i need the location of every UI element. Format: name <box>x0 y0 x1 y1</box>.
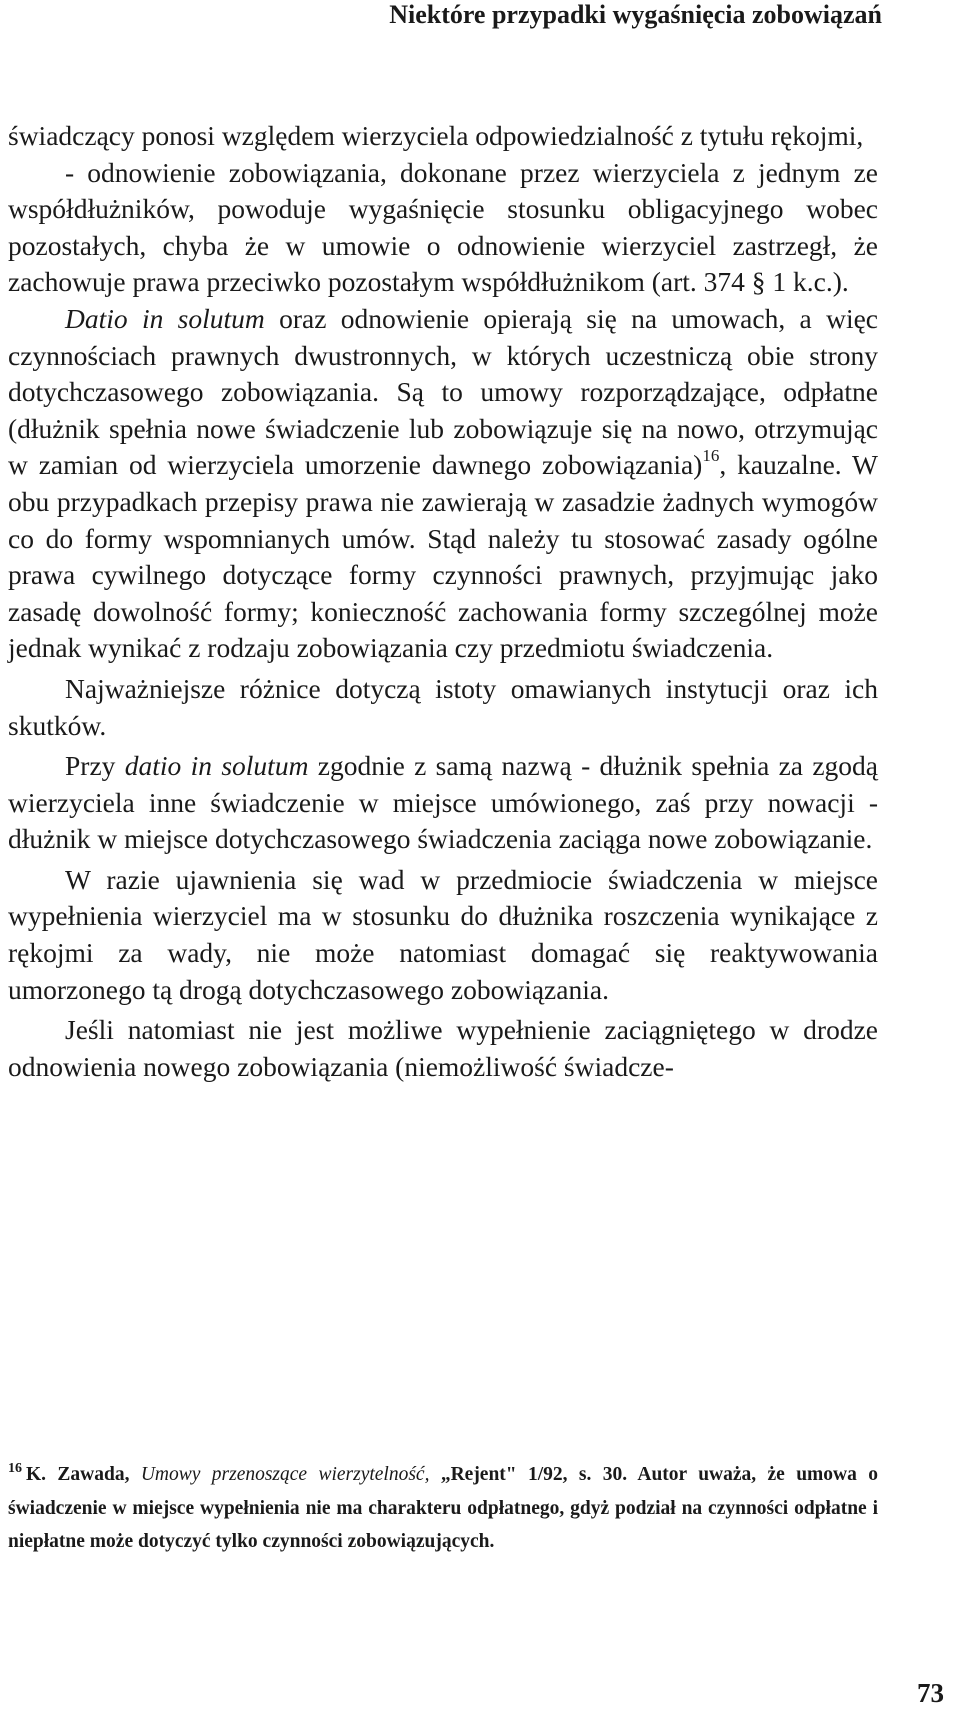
footnote-number: 16 <box>8 1461 22 1476</box>
paragraph: - odnowienie zobowiązania, dokonane przez wierzyciela z jednym ze współdłużników, powoduje wygaśnięcie stosunku obligacyjnego wobec pozostałych, chyba że w umowie o odnowienie wierzyciel zastrzegł, że zachowuje prawa przeciwko pozostałym współdłużnikom (art. 374 § 1 k.c.). <box>8 156 878 298</box>
paragraph-text: Przy <box>65 750 125 782</box>
paragraph <box>8 301 878 667</box>
footnote-text: „Rejent" 1/92, s. 30. Autor uważa, że umowa o świadczenie w miejsce wypełnienia nie ma charakteru odpłatnego, gdyż podział na czynności odpłatne i niepłatne może dotyczyć tylko czynności zobowiązujących. <box>8 1464 878 1552</box>
paragraph-text: , kauzalne. W obu przypadkach przepisy prawa nie zawierają w zasadzie żadnych wymogów co do formy wspomnianych umów. Stąd należy tu stosować zasady ogólne prawa cywilnego dotyczące formy czynności prawnych, przyjmując jako zasadę dowolność formy; konieczność zachowania formy szczególnej może jednak wynikać z rodzaju zobowiązania czy przedmiotu świadczenia. <box>8 449 878 664</box>
paragraph: Najważniejsze różnice dotyczą istoty omawianych instytucji oraz ich skutków. <box>8 672 878 741</box>
paragraph: świadczący ponosi względem wierzyciela odpowiedzialność z tytułu rękojmi, <box>8 120 864 151</box>
paragraph: W razie ujawnienia się wad w przedmiocie świadczenia w miejsce wypełnienia wierzyciel ma w stosunku do dłużnika roszczenia wynikające z rękojmi za wady, nie może natomiast domagać się reaktywowania umorzonego tą drogą dotychczasowego zobowiązania. <box>8 863 878 1005</box>
footnote-title: Umowy przenoszące wierzytelność, <box>140 1464 430 1485</box>
paragraph <box>8 748 878 858</box>
running-header: Niektóre przypadki wygaśnięcia zobowiązań <box>389 0 882 29</box>
main-text <box>8 118 878 1085</box>
paragraph-text: zgodnie z samą nazwą - dłużnik spełnia za zgodą wierzyciela inne świadczenie w miejsce umówionego, zaś przy nowacji - dłużnik w miejsce dotychczasowego świadczenia zaciąga nowe zobowiązanie. <box>8 750 879 855</box>
footnote-author: K. Zawada, <box>26 1464 141 1485</box>
page-number: 73 <box>917 1678 944 1708</box>
paragraph-text: oraz odnowienie opierają się na umowach, a więc czynnościach prawnych dwustronnych, w których uczestniczą obie strony dotychczasowego zobowiązania. Są to umowy rozporządzające, odpłatne (dłużnik spełnia nowe świadczenie lub zobowiązuje się na nowo, otrzymując w zamian od wierzyciela umorzenie dawnego zobowiązania) <box>8 302 878 481</box>
footnote <box>8 1452 878 1559</box>
paragraph: Jeśli natomiast nie jest możliwe wypełnienie zaciągniętego w drodze odnowienia nowego zobowiązania (niemożliwość świadcze- <box>8 1014 878 1082</box>
latin-term: Datio in solutum <box>65 302 265 334</box>
footnote-reference[interactable]: 16 <box>702 446 720 466</box>
latin-term: datio in solutum <box>124 750 309 782</box>
